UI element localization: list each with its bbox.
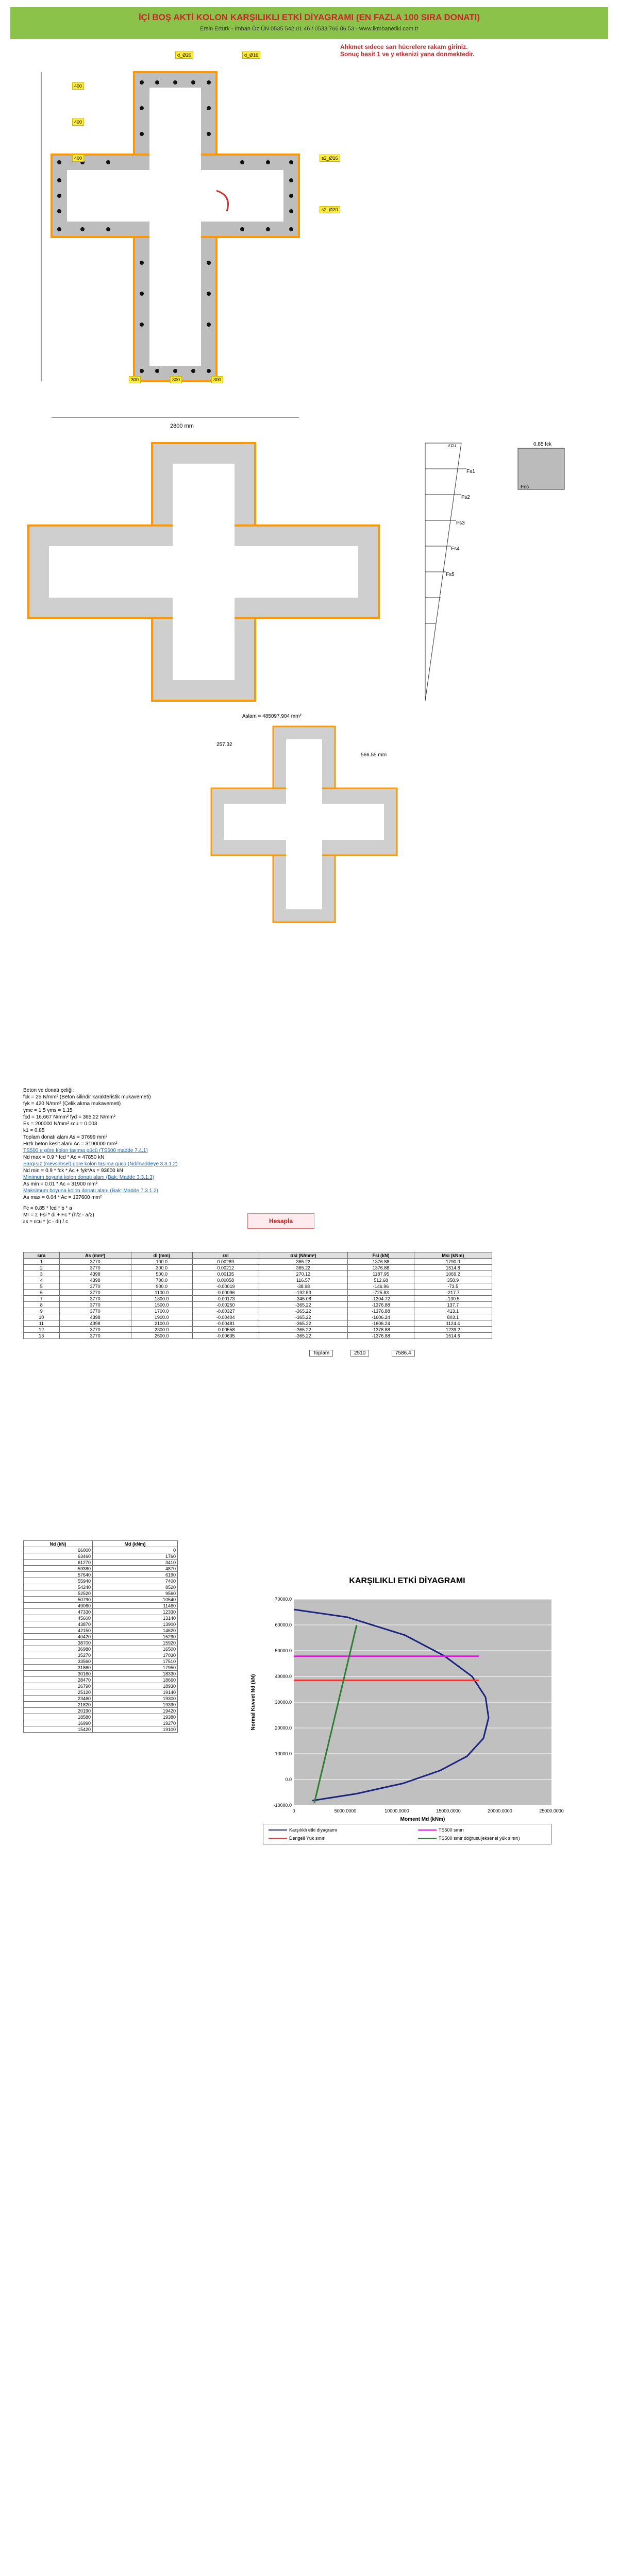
table-row xyxy=(24,1296,492,1302)
legend-item xyxy=(269,1827,337,1833)
table-row xyxy=(24,1683,178,1689)
table-cell: 8 xyxy=(24,1302,60,1308)
table-cell: 13 xyxy=(24,1333,60,1339)
table-row xyxy=(24,1603,178,1609)
y-tick-label: -10000.0 xyxy=(273,1803,292,1808)
table-cell: -0.00404 xyxy=(192,1314,259,1320)
strain-label-fs3: Fs3 xyxy=(456,520,465,526)
table-row xyxy=(24,1327,492,1333)
dim-bottom-1[interactable]: 300 xyxy=(129,376,141,383)
table-row xyxy=(24,1314,492,1320)
table-cell: 19140 xyxy=(93,1689,178,1696)
chart-title: KARŞILIKLI ETKİ DİYAGRAMI xyxy=(349,1577,465,1585)
y-axis-label: Normal Kuvvet Nd (kN) xyxy=(250,1674,256,1731)
x-tick-label: 10000.0000 xyxy=(384,1808,409,1814)
table-cell: -130.5 xyxy=(414,1296,492,1302)
table-cell: 3770 xyxy=(59,1302,131,1308)
cross-shape xyxy=(52,72,299,381)
x-axis-label: Moment Md (kNm) xyxy=(400,1817,445,1822)
y-tick-label: 20000.0 xyxy=(275,1725,292,1731)
table-cell: 45600 xyxy=(24,1615,93,1621)
note-line: Nd max = 0.9 * fcd * Ac = 47850 kN xyxy=(23,1155,105,1160)
table-cell: 116.57 xyxy=(259,1277,348,1283)
table-cell: 1514.6 xyxy=(414,1333,492,1339)
table-cell: 36980 xyxy=(24,1646,93,1652)
dim-bottom-3[interactable]: 300 xyxy=(211,376,223,383)
table-row xyxy=(24,1708,178,1714)
legend-item xyxy=(269,1836,326,1841)
table-cell: 11 xyxy=(24,1320,60,1327)
table-cell: 1124.4 xyxy=(414,1320,492,1327)
table-cell: 35270 xyxy=(24,1652,93,1658)
table-row xyxy=(24,1578,178,1584)
table-cell: 1760 xyxy=(93,1553,178,1560)
chart-legend xyxy=(263,1824,551,1844)
note-line: Es = 200000 N/mm² εcu = 0.003 xyxy=(23,1121,97,1127)
table-cell: 10 xyxy=(24,1314,60,1320)
table-row xyxy=(24,1714,178,1720)
table-cell: 4398 xyxy=(59,1314,131,1320)
table-cell: 17030 xyxy=(93,1652,178,1658)
table-cell: 3770 xyxy=(59,1265,131,1271)
col-header: As (mm²) xyxy=(59,1252,131,1259)
table-cell: 7400 xyxy=(93,1578,178,1584)
table-cell: 66000 xyxy=(24,1547,93,1553)
col-header: sıra xyxy=(24,1252,60,1259)
table-cell: 1790.0 xyxy=(414,1259,492,1265)
table-cell: 28470 xyxy=(24,1677,93,1683)
table-cell: 1900.0 xyxy=(131,1314,192,1320)
table-row xyxy=(24,1652,178,1658)
table-cell: 2500.0 xyxy=(131,1333,192,1339)
col-header: Msi (kNm) xyxy=(414,1252,492,1259)
note-line: As min = 0.01 * Ac = 31900 mm² xyxy=(23,1181,97,1187)
table-cell: -365.22 xyxy=(259,1314,348,1320)
note-line: Nd min = 0.9 * fck * Ac + fyk*As = 93600 kN xyxy=(23,1168,123,1174)
table-body xyxy=(24,1547,178,1733)
table-cell: 15290 xyxy=(93,1634,178,1640)
legend-label: TS500 sınır doğrusu(eksenel yük sınırı) xyxy=(439,1836,520,1841)
table-cell: 100.0 xyxy=(131,1259,192,1265)
table-cell: -0.00481 xyxy=(192,1320,259,1327)
y-tick-label: 40000.0 xyxy=(275,1674,292,1679)
table-row xyxy=(24,1547,178,1553)
overall-width-label: 2800 mm xyxy=(170,423,194,429)
table-cell: 3770 xyxy=(59,1296,131,1302)
note-line: k1 = 0.85 xyxy=(23,1128,45,1133)
dim-input-1[interactable]: 400 xyxy=(72,82,84,90)
rebar-label-top-1[interactable]: d_Ø20 xyxy=(175,52,193,59)
table-cell: 0.00212 xyxy=(192,1265,259,1271)
table-row xyxy=(24,1671,178,1677)
table-cell: 1376.88 xyxy=(348,1259,414,1265)
table-cell: 31860 xyxy=(24,1665,93,1671)
table-cell: -1376.88 xyxy=(348,1327,414,1333)
table-row xyxy=(24,1615,178,1621)
table-cell: 6 xyxy=(24,1290,60,1296)
table-cell: 47330 xyxy=(24,1609,93,1615)
table-cell: 365.22 xyxy=(259,1259,348,1265)
table-cell: 3770 xyxy=(59,1259,131,1265)
table-cell: -217.7 xyxy=(414,1290,492,1296)
table-cell: 42150 xyxy=(24,1628,93,1634)
dim-bottom-2[interactable]: 300 xyxy=(170,376,182,383)
interaction-data-table xyxy=(23,1540,178,1733)
note-section-header: TS500 e göre kolon taşıma gücü (TS500 madde 7.4.1) xyxy=(23,1148,148,1154)
table-cell: -365.22 xyxy=(259,1308,348,1314)
total-label: Toplam xyxy=(309,1350,333,1357)
table-cell: 1376.88 xyxy=(348,1265,414,1271)
y-tick-label: 10000.0 xyxy=(275,1751,292,1756)
table-row xyxy=(24,1283,492,1290)
table-cell: 3770 xyxy=(59,1308,131,1314)
table-cell: -192.53 xyxy=(259,1290,348,1296)
page-subtitle: Ersin Ertürk - İmhan Öz ÜN 0535 542 01 46 / 0533 766 06 53 - www.ikmbanetiki.com.tr xyxy=(200,26,419,32)
formula-line: Fc = 0.85 * fcd * b * a xyxy=(23,1206,72,1211)
table-cell: -0.00096 xyxy=(192,1290,259,1296)
table-cell: 26790 xyxy=(24,1683,93,1689)
table-row xyxy=(24,1302,492,1308)
y-tick-label: 50000.0 xyxy=(275,1648,292,1653)
col-header: Fsi (kN) xyxy=(348,1252,414,1259)
table-cell: 1300.0 xyxy=(131,1296,192,1302)
note-section-header: Minimum boyuna kolon donatı alanı (Bak: Madde 3.3.1.3) xyxy=(23,1175,155,1180)
table-row xyxy=(24,1720,178,1726)
table-header-row xyxy=(24,1252,492,1259)
table-cell: 2 xyxy=(24,1265,60,1271)
table-cell: -365.22 xyxy=(259,1302,348,1308)
table-cell: 52520 xyxy=(24,1590,93,1597)
strain-label-fcc: Fcc xyxy=(521,484,529,490)
table-cell: 4398 xyxy=(59,1320,131,1327)
dim-input-2[interactable]: 400 xyxy=(72,118,84,126)
table-cell: -73.5 xyxy=(414,1283,492,1290)
table-cell: 803.1 xyxy=(414,1314,492,1320)
table-cell: 19380 xyxy=(93,1714,178,1720)
table-cell: -1304.72 xyxy=(348,1296,414,1302)
table-cell: -365.22 xyxy=(259,1327,348,1333)
table-cell: 63460 xyxy=(24,1553,93,1560)
table-cell: 30160 xyxy=(24,1671,93,1677)
table-cell: 9 xyxy=(24,1308,60,1314)
table-body xyxy=(24,1259,492,1339)
legend-item xyxy=(418,1836,520,1841)
col-header: εsi xyxy=(192,1252,259,1259)
table-cell: -0.00558 xyxy=(192,1327,259,1333)
table-header-row xyxy=(24,1541,178,1547)
y-tick-label: 30000.0 xyxy=(275,1700,292,1705)
table-cell: 300.0 xyxy=(131,1265,192,1271)
table-cell: 413.1 xyxy=(414,1308,492,1314)
table-cell: -1376.88 xyxy=(348,1333,414,1339)
x-tick-label: 0 xyxy=(292,1808,295,1814)
table-cell: 700.0 xyxy=(131,1277,192,1283)
table-cell: 3410 xyxy=(93,1560,178,1566)
table-row xyxy=(24,1560,178,1566)
formula-line: εs = εcu * (c - di) / c xyxy=(23,1219,68,1225)
table-cell: 17510 xyxy=(93,1658,178,1665)
table-cell: -365.22 xyxy=(259,1333,348,1339)
table-cell: 9560 xyxy=(93,1590,178,1597)
table-cell: 12 xyxy=(24,1327,60,1333)
rebar-label-side-2[interactable]: s2_Ø20 xyxy=(320,206,340,213)
rebar-label-side-1[interactable]: s2_Ø16 xyxy=(320,155,340,162)
table-cell: 512.68 xyxy=(348,1277,414,1283)
effective-area-label: Aslam = 485097.904 mm² xyxy=(242,714,302,719)
table-cell: 4870 xyxy=(93,1566,178,1572)
col-header: σsi (N/mm²) xyxy=(259,1252,348,1259)
formula-line: Mr = Σ Fsi * di + Fc * (h/2 - a/2) xyxy=(23,1212,94,1218)
table-row xyxy=(24,1265,492,1271)
note-section-header: Maksimum boyuna kolon donatı alanı (Bak: Madde 7.3.1.2) xyxy=(23,1188,158,1194)
table-cell: 13140 xyxy=(93,1615,178,1621)
table-row xyxy=(24,1590,178,1597)
table-cell: 3770 xyxy=(59,1333,131,1339)
x-tick-label: 20000.0000 xyxy=(488,1808,512,1814)
table-row xyxy=(24,1277,492,1283)
strain-label-ecu: εcu xyxy=(448,443,457,449)
table-row xyxy=(24,1572,178,1578)
table-cell: 59380 xyxy=(24,1566,93,1572)
header-banner xyxy=(10,7,608,39)
table-row xyxy=(24,1696,178,1702)
table-cell: -146.96 xyxy=(348,1283,414,1290)
table-cell: 1514.8 xyxy=(414,1265,492,1271)
table-cell: 38700 xyxy=(24,1640,93,1646)
dim-input-3[interactable]: 400 xyxy=(72,155,84,162)
calculation-notes xyxy=(23,1087,394,1225)
col-header: di (mm) xyxy=(131,1252,192,1259)
table-cell: 57640 xyxy=(24,1572,93,1578)
note-line: fcd = 16.667 N/mm² fyd = 365.22 N/mm² xyxy=(23,1114,115,1120)
table-row xyxy=(24,1333,492,1339)
table-cell: 19300 xyxy=(93,1696,178,1702)
table-cell: 15420 xyxy=(24,1726,93,1733)
table-cell: 358.9 xyxy=(414,1277,492,1283)
table-row xyxy=(24,1553,178,1560)
table-cell: 0 xyxy=(93,1547,178,1553)
table-cell: 54240 xyxy=(24,1584,93,1590)
table-cell: 11460 xyxy=(93,1603,178,1609)
note-line: fyk = 420 N/mm² (Çelik akma mukavemeti) xyxy=(23,1101,121,1107)
strain-label-fs2: Fs2 xyxy=(461,495,470,500)
table-cell: -1606.24 xyxy=(348,1314,414,1320)
table-cell: 2300.0 xyxy=(131,1327,192,1333)
table-row xyxy=(24,1320,492,1327)
table-cell: 4398 xyxy=(59,1277,131,1283)
interaction-chart xyxy=(247,1577,567,1844)
legend-label: Karşılıklı etki diyagramı xyxy=(289,1827,338,1833)
table-row xyxy=(24,1566,178,1572)
col-header: Nd (kN) xyxy=(24,1541,93,1547)
table-row xyxy=(24,1646,178,1652)
table-cell: 15920 xyxy=(93,1640,178,1646)
warning-line-2: Sonuç basit 1 ve y etkenizi yana donmektedir. xyxy=(340,50,475,58)
table-cell: 3770 xyxy=(59,1327,131,1333)
y-tick-label: 60000.0 xyxy=(275,1622,292,1628)
rebar-force-table xyxy=(23,1252,492,1339)
table-cell: 23460 xyxy=(24,1696,93,1702)
table-row xyxy=(24,1658,178,1665)
table-cell: 21820 xyxy=(24,1702,93,1708)
table-cell: 19270 xyxy=(93,1720,178,1726)
table-cell: 8520 xyxy=(93,1584,178,1590)
table-cell: 12330 xyxy=(93,1609,178,1615)
table-row xyxy=(24,1726,178,1733)
x-tick-label: 15000.0000 xyxy=(436,1808,461,1814)
page-title: İÇİ BOŞ AKTİ KOLON KARŞILIKLI ETKİ DİYAGRAMI (EN FAZLA 100 SIRA DONATI) xyxy=(138,12,480,22)
table-cell: 18580 xyxy=(24,1714,93,1720)
table-cell: 1100.0 xyxy=(131,1290,192,1296)
legend-label: TS500 sınırı xyxy=(439,1827,464,1833)
table-row xyxy=(24,1259,492,1265)
table-cell: -0.00019 xyxy=(192,1283,259,1290)
strain-label-fs4: Fs4 xyxy=(451,546,460,552)
table-cell: -0.00635 xyxy=(192,1333,259,1339)
note-line: fck = 25 N/mm² (Beton silindir karakteristik mukavemeti) xyxy=(23,1094,151,1100)
table-row xyxy=(24,1308,492,1314)
table-cell: -38.98 xyxy=(259,1283,348,1290)
note-line: Toplam donatı alanı As = 37699 mm² xyxy=(23,1134,108,1140)
table-cell: 1069.2 xyxy=(414,1271,492,1277)
table-cell: 14620 xyxy=(93,1628,178,1634)
table-cell: 3770 xyxy=(59,1290,131,1296)
strain-label-fs5: Fs5 xyxy=(446,572,455,578)
total-msi: 7586.4 xyxy=(392,1350,415,1357)
table-row xyxy=(24,1271,492,1277)
table-row xyxy=(24,1634,178,1640)
rebar-label-top-2[interactable]: d_Ø16 xyxy=(242,52,260,59)
chart-plot xyxy=(247,1589,567,1831)
col-header: Md (kNm) xyxy=(93,1541,178,1547)
table-cell: 18930 xyxy=(93,1683,178,1689)
table-cell: 1 xyxy=(24,1259,60,1265)
table-cell: 2100.0 xyxy=(131,1320,192,1327)
table-row xyxy=(24,1609,178,1615)
table-row xyxy=(24,1621,178,1628)
table-cell: -346.08 xyxy=(259,1296,348,1302)
table-row xyxy=(24,1665,178,1671)
table-cell: 0.00289 xyxy=(192,1259,259,1265)
table-cell: 3770 xyxy=(59,1283,131,1290)
table-cell: -1376.88 xyxy=(348,1308,414,1314)
legend-label: Dengeli Yük sınırı xyxy=(289,1836,326,1841)
table-cell: 19390 xyxy=(93,1702,178,1708)
legend-item xyxy=(418,1827,464,1833)
table-cell: 17950 xyxy=(93,1665,178,1671)
table-cell: 6190 xyxy=(93,1572,178,1578)
effective-side-label: 566.55 mm xyxy=(361,752,387,758)
table-cell: -0.00327 xyxy=(192,1308,259,1314)
strain-label-fs1: Fs1 xyxy=(466,469,475,474)
effective-dim-label: 257.32 xyxy=(216,742,232,748)
table-cell: 13900 xyxy=(93,1621,178,1628)
table-cell: 61270 xyxy=(24,1560,93,1566)
table-row xyxy=(24,1702,178,1708)
y-tick-label: 70000.0 xyxy=(275,1597,292,1602)
cross-section-diagram xyxy=(31,46,392,433)
note-line: Hızlı beton kesit alanı Ac = 3190000 mm² xyxy=(23,1141,118,1147)
table-cell: 43870 xyxy=(24,1621,93,1628)
table-cell: -1606.24 xyxy=(348,1320,414,1327)
note-line: γmc = 1.5 γms = 1.15 xyxy=(23,1108,73,1113)
table-cell: -0.00173 xyxy=(192,1296,259,1302)
table-cell: -1376.88 xyxy=(348,1302,414,1308)
table-cell: 20190 xyxy=(24,1708,93,1714)
table-cell: 270.12 xyxy=(259,1271,348,1277)
table-row xyxy=(24,1628,178,1634)
table-cell: 1500.0 xyxy=(131,1302,192,1308)
table-cell: 4398 xyxy=(59,1271,131,1277)
table-cell: -365.22 xyxy=(259,1320,348,1327)
table-cell: 1187.95 xyxy=(348,1271,414,1277)
table-cell: 16990 xyxy=(24,1720,93,1726)
table-cell: 0.00135 xyxy=(192,1271,259,1277)
table-row xyxy=(24,1290,492,1296)
table-cell: 137.7 xyxy=(414,1302,492,1308)
table-cell: 55940 xyxy=(24,1578,93,1584)
total-fsi: 2510 xyxy=(350,1350,369,1357)
table-cell: 19100 xyxy=(93,1726,178,1733)
table-cell: 1239.2 xyxy=(414,1327,492,1333)
table-cell: 19420 xyxy=(93,1708,178,1714)
table-row xyxy=(24,1689,178,1696)
table-cell: 40420 xyxy=(24,1634,93,1640)
table-row xyxy=(24,1677,178,1683)
calculate-button[interactable]: Hesapla xyxy=(247,1213,314,1229)
y-tick-label: 0.0 xyxy=(285,1777,292,1782)
table-cell: 900.0 xyxy=(131,1283,192,1290)
table-cell: 0.00058 xyxy=(192,1277,259,1283)
fc-label: 0.85 fck xyxy=(533,442,552,447)
table-cell: 7 xyxy=(24,1296,60,1302)
note-line: Beton ve donatı çeliği: xyxy=(23,1088,74,1093)
table-cell: 3 xyxy=(24,1271,60,1277)
table-cell: 50790 xyxy=(24,1597,93,1603)
table-cell: 33560 xyxy=(24,1658,93,1665)
section-strain-diagram xyxy=(23,438,590,706)
table-cell: 10540 xyxy=(93,1597,178,1603)
table-cell: 365.22 xyxy=(259,1265,348,1271)
x-tick-label: 5000.0000 xyxy=(334,1808,357,1814)
table-cell: -725.83 xyxy=(348,1290,414,1296)
table-cell: 5 xyxy=(24,1283,60,1290)
table-cell: -0.00250 xyxy=(192,1302,259,1308)
table-row xyxy=(24,1597,178,1603)
table-row xyxy=(24,1640,178,1646)
table-cell: 18660 xyxy=(93,1677,178,1683)
table-cell: 25120 xyxy=(24,1689,93,1696)
table-cell: 4 xyxy=(24,1277,60,1283)
note-line: As max = 0.04 * Ac = 127600 mm² xyxy=(23,1195,102,1200)
table-cell: 1700.0 xyxy=(131,1308,192,1314)
table-cell: 16500 xyxy=(93,1646,178,1652)
x-tick-label: 25000.0000 xyxy=(539,1808,564,1814)
note-section-header: Sargısız (mevsimsel) göre kolon taşıma gücü (Nd/maddeye 3.3.1.2) xyxy=(23,1161,178,1167)
table-cell: 18330 xyxy=(93,1671,178,1677)
warning-line-1: Ahkmet sıdece sarı hücrelere rakam giriniz. xyxy=(340,43,468,50)
table-row xyxy=(24,1584,178,1590)
table-cell: 500.0 xyxy=(131,1271,192,1277)
table-cell: 49060 xyxy=(24,1603,93,1609)
